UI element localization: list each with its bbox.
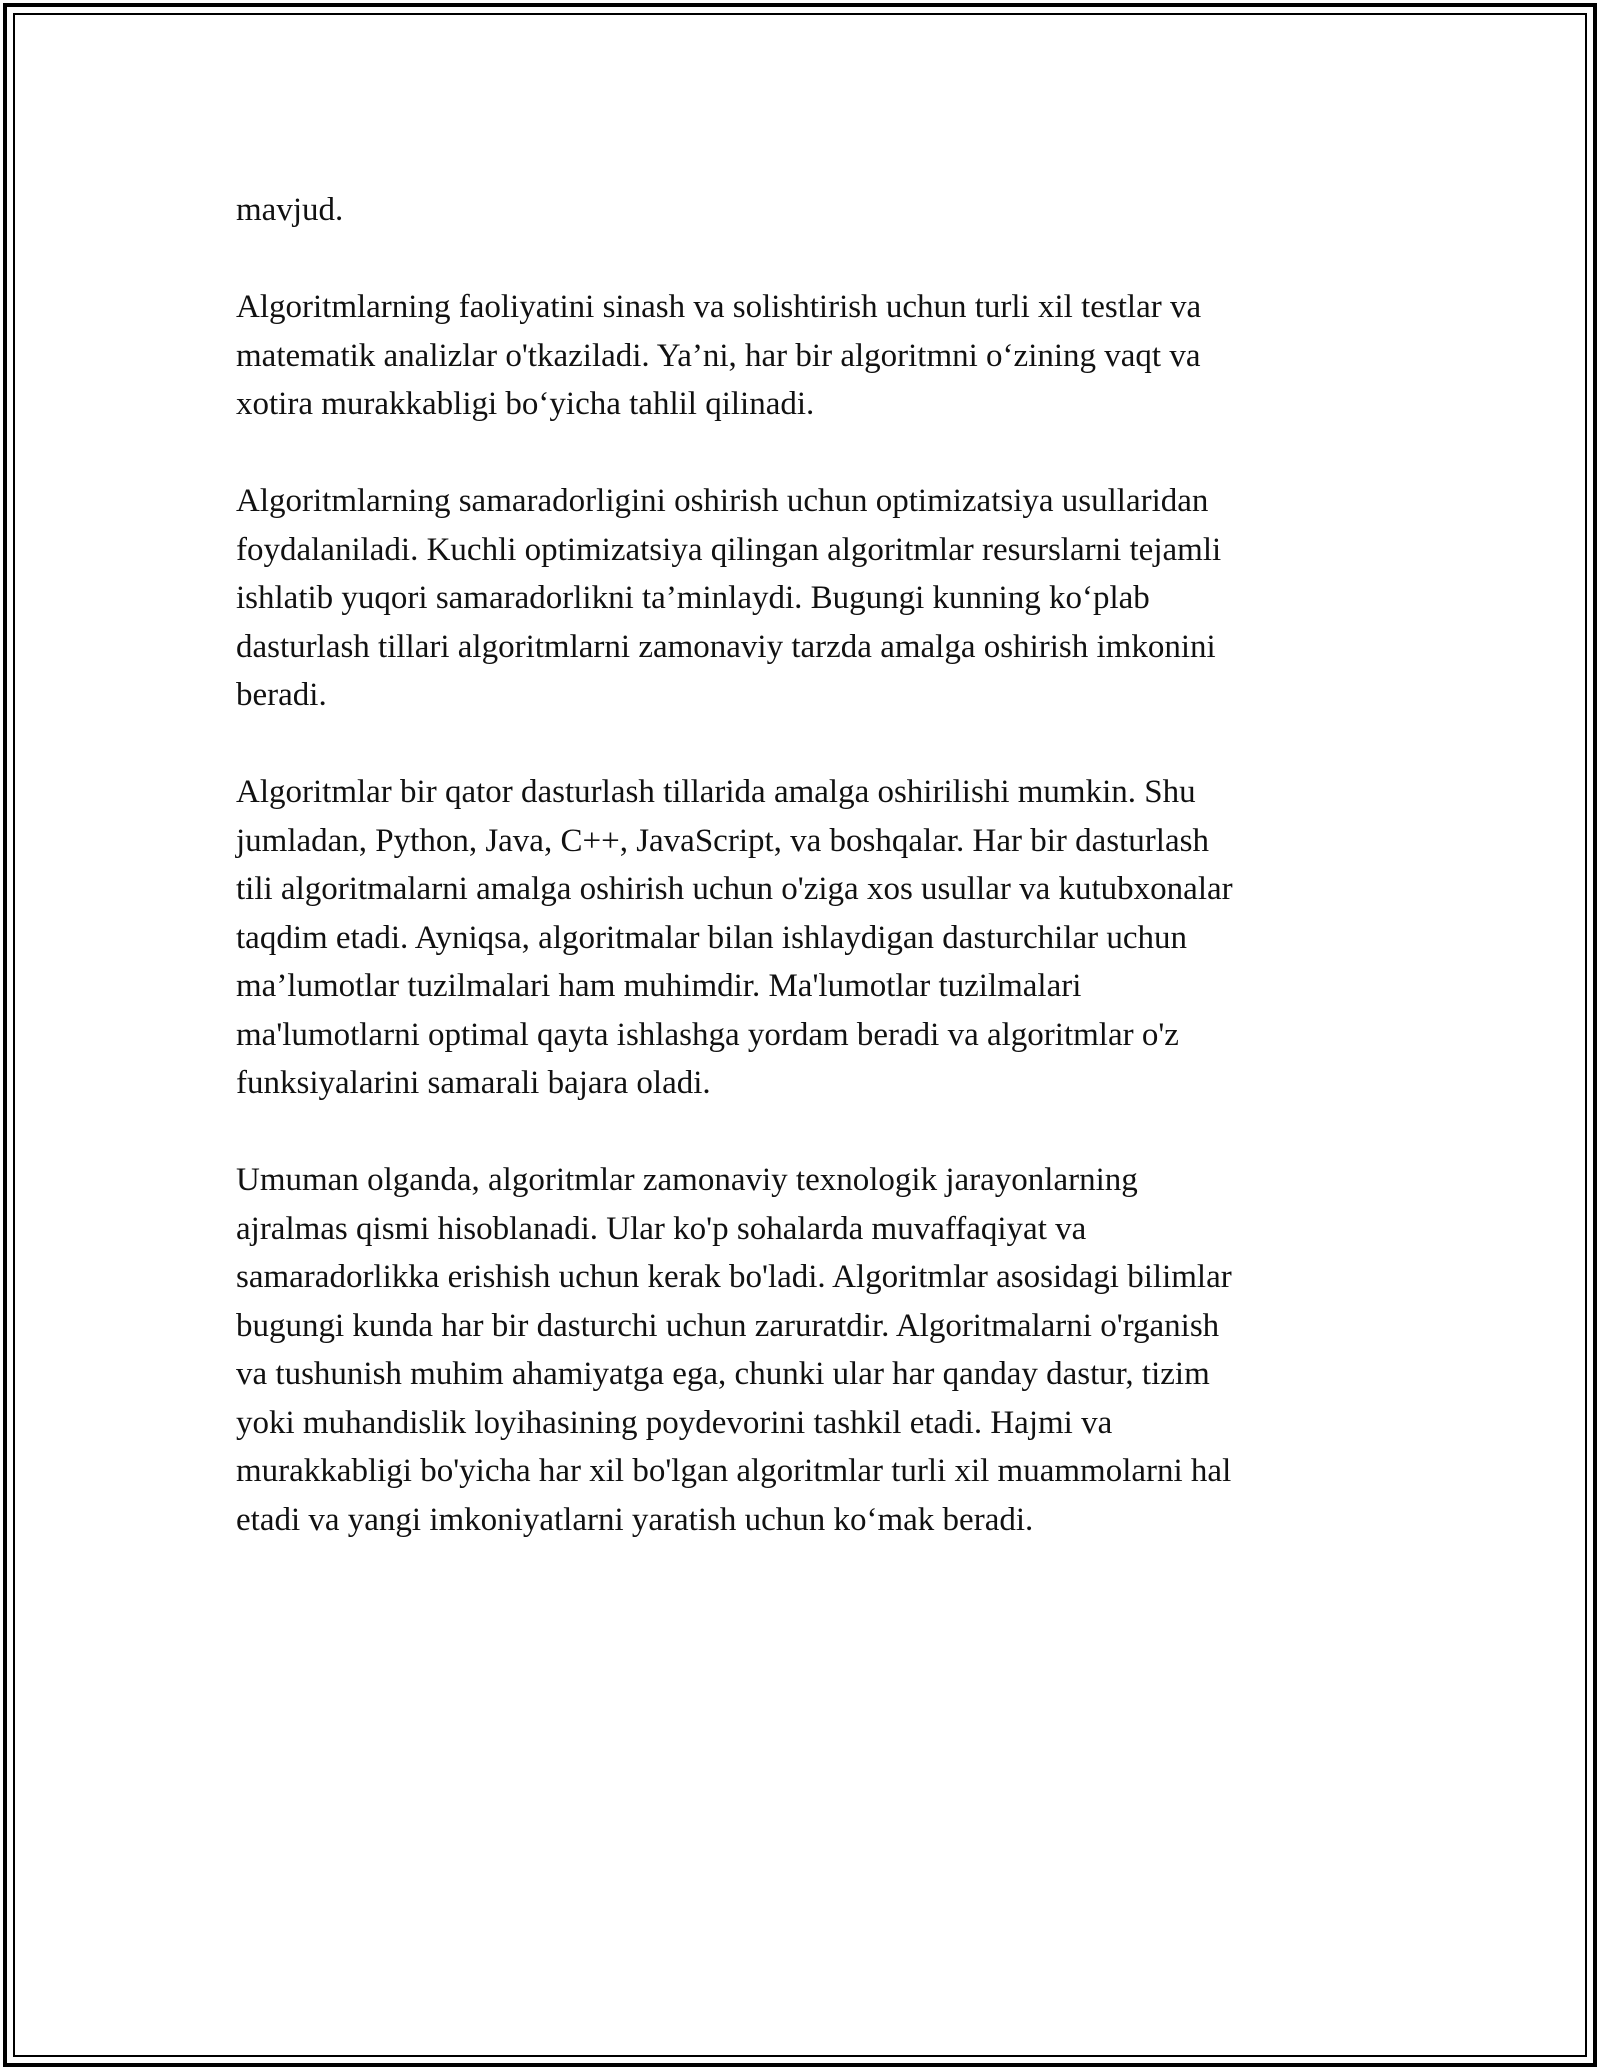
text-line: xotira murakkabligi bo‘yicha tahlil qilinadi. [236, 386, 815, 422]
paragraph-4 [236, 768, 1356, 1108]
text-line: ishlatib yuqori samaradorlikni ta’minlaydi. Bugungi kunning ko‘plab [236, 580, 1150, 616]
text-line: Algoritmlarning faoliyatini sinash va solishtirish uchun turli xil testlar va [236, 289, 1202, 325]
document-body [236, 186, 1356, 1593]
text-line: ajralmas qismi hisoblanadi. Ular ko'p sohalarda muvaffaqiyat va [236, 1210, 1087, 1247]
text-line: mavjud. [236, 192, 344, 228]
text-line: yoki muhandislik loyihasining poydevorini tashkil etadi. Hajmi va [236, 1404, 1113, 1441]
text-line: Umuman olganda, algoritmlar zamonaviy texnologik jarayonlarning [236, 1162, 1138, 1198]
text-line: samaradorlikka erishish uchun kerak bo'ladi. Algoritmlar asosidagi bilimlar [236, 1259, 1232, 1295]
text-line: dasturlash tillari algoritmlarni zamonaviy tarzda amalga oshirish imkonini [236, 628, 1216, 665]
paragraph-3 [236, 477, 1356, 720]
text-line: matematik analizlar o'tkaziladi. Ya’ni, har bir algoritmni o‘zining vaqt va [236, 337, 1201, 374]
paragraph-5 [236, 1156, 1356, 1544]
text-line: beradi. [236, 677, 327, 713]
paragraph-2 [236, 283, 1356, 429]
text-line: murakkabligi bo'yicha har xil bo'lgan algoritmlar turli xil muammolarni hal [236, 1453, 1232, 1489]
text-line: etadi va yangi imkoniyatlarni yaratish uchun ko‘mak beradi. [236, 1501, 1034, 1538]
text-line: ma’lumotlar tuzilmalari ham muhimdir. Ma'lumotlar tuzilmalari [236, 968, 1082, 1004]
text-line: Algoritmlarning samaradorligini oshirish uchun optimizatsiya usullaridan [236, 483, 1209, 519]
text-line: bugungi kunda har bir dasturchi uchun zaruratdir. Algoritmalarni o'rganish [236, 1307, 1220, 1344]
text-line: funksiyalarini samarali bajara oladi. [236, 1065, 711, 1101]
text-line: Algoritmlar bir qator dasturlash tillarida amalga oshirilishi mumkin. Shu [236, 774, 1196, 810]
text-line: tili algoritmalarni amalga oshirish uchun o'ziga xos usullar va kutubxonalar [236, 871, 1233, 907]
text-line: foydalaniladi. Kuchli optimizatsiya qilingan algoritmlar resurslarni tejamli [236, 531, 1222, 568]
text-line: taqdim etadi. Ayniqsa, algoritmalar bilan ishlaydigan dasturchilar uchun [236, 919, 1187, 956]
text-line: va tushunish muhim ahamiyatga ega, chunki ular har qanday dastur, tizim [236, 1356, 1210, 1392]
text-line: ma'lumotlarni optimal qayta ishlashga yordam beradi va algoritmlar o'z [236, 1016, 1179, 1053]
text-line: jumladan, Python, Java, C++, JavaScript, va boshqalar. Har bir dasturlash [236, 822, 1209, 859]
paragraph-1 [236, 186, 1356, 235]
